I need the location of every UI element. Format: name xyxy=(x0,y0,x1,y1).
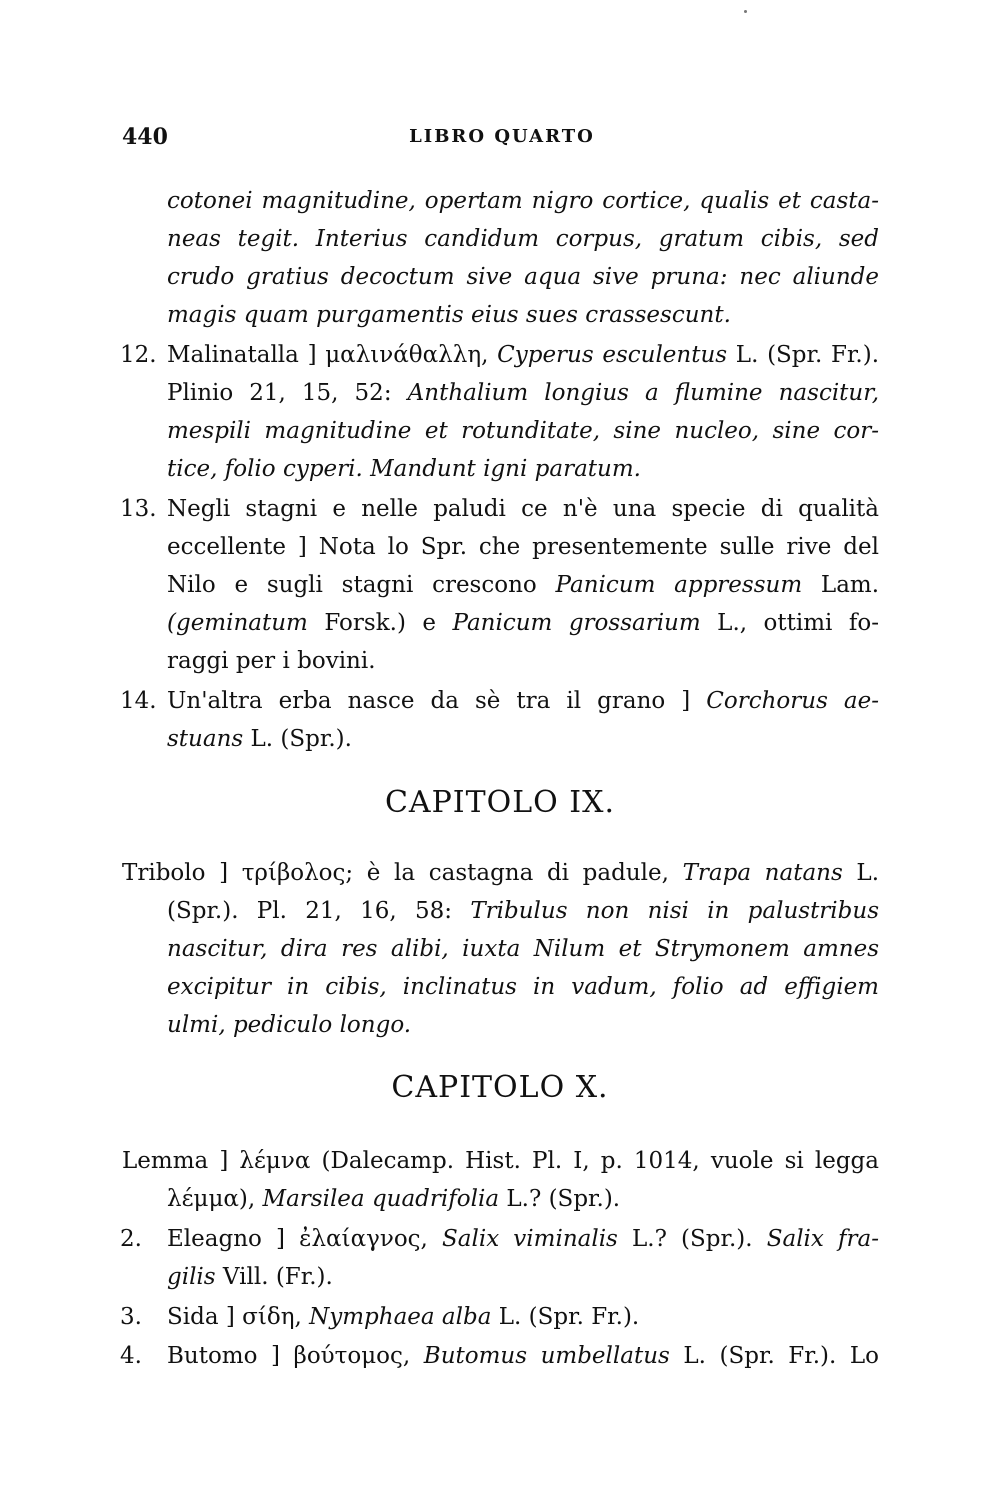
text-line: eccellente ] Nota lo Spr. che presentemente sulle rive del xyxy=(167,534,879,560)
text-line: Tribolo ] τρίβολος; è la castagna di padule, Trapa natans L. xyxy=(122,860,880,886)
text-line: crudo gratius decoctum sive aqua sive pruna: nec aliunde xyxy=(167,264,879,290)
text-line: gilis Vill. (Fr.). xyxy=(167,1264,333,1290)
text-line: cotonei magnitudine, opertam nigro cortice, qualis et casta- xyxy=(167,188,879,214)
note-number: 12. xyxy=(120,342,157,368)
text-line: tice, folio cyperi. Mandunt igni paratum. xyxy=(167,456,641,482)
text-line: Lemma ] λέμνα (Dalecamp. Hist. Pl. I, p. 1014, vuole si legga xyxy=(122,1148,879,1174)
page-header xyxy=(122,124,882,154)
text-line: neas tegit. Interius candidum corpus, gratum cibis, sed xyxy=(167,226,879,252)
text-line: raggi per i bovini. xyxy=(167,648,376,674)
speck-mark xyxy=(744,10,747,13)
note-number: 2. xyxy=(120,1226,142,1252)
text-line: Malinatalla ] μαλινάθαλλη, Cyperus esculentus L. (Spr. Fr.). xyxy=(167,342,880,368)
text-line: ulmi, pediculo longo. xyxy=(167,1012,412,1038)
text-line: mespili magnitudine et rotunditate, sine nucleo, sine cor- xyxy=(167,418,879,444)
text-line: nascitur, dira res alibi, iuxta Nilum et Strymonem amnes xyxy=(167,936,879,962)
text-line: Negli stagni e nelle paludi ce n'è una specie di qualità xyxy=(167,496,879,522)
text-line: Nilo e sugli stagni crescono Panicum appressum Lam. xyxy=(167,572,880,598)
text-line: λέμμα), Marsilea quadrifolia L.? (Spr.). xyxy=(167,1186,621,1212)
text-line: (geminatum Forsk.) e Panicum grossarium L., ottimi fo- xyxy=(167,610,880,636)
text-line: (Spr.). Pl. 21, 16, 58: Tribulus non nisi in palustribus xyxy=(167,898,879,924)
text-line: Plinio 21, 15, 52: Anthalium longius a flumine nascitur, xyxy=(167,380,880,406)
text-line: magis quam purgamentis eius sues crassescunt. xyxy=(167,302,731,328)
text-line: Eleagno ] ἐλαίαγνος, Salix viminalis L.? (Spr.). Salix fra- xyxy=(167,1226,879,1252)
note-number: 14. xyxy=(120,688,157,714)
text-line: stuans L. (Spr.). xyxy=(167,726,352,752)
text-line: Butomo ] βούτομος, Butomus umbellatus L. (Spr. Fr.). Lo xyxy=(167,1343,880,1369)
text-line: Un'altra erba nasce da sè tra il grano ] Corchorus ae- xyxy=(167,688,880,714)
text-line: Sida ] σίδη, Nymphaea alba L. (Spr. Fr.). xyxy=(167,1304,640,1330)
chapter-heading: CAPITOLO X. xyxy=(391,1070,609,1105)
text-line: excipitur in cibis, inclinatus in vadum, folio ad effigiem xyxy=(167,974,879,1000)
page-number: 440 xyxy=(122,124,168,150)
note-number: 3. xyxy=(120,1304,142,1330)
chapter-heading: CAPITOLO IX. xyxy=(384,785,616,820)
running-title: LIBRO QUARTO xyxy=(409,126,595,147)
note-number: 13. xyxy=(120,496,157,522)
note-number: 4. xyxy=(120,1343,142,1369)
